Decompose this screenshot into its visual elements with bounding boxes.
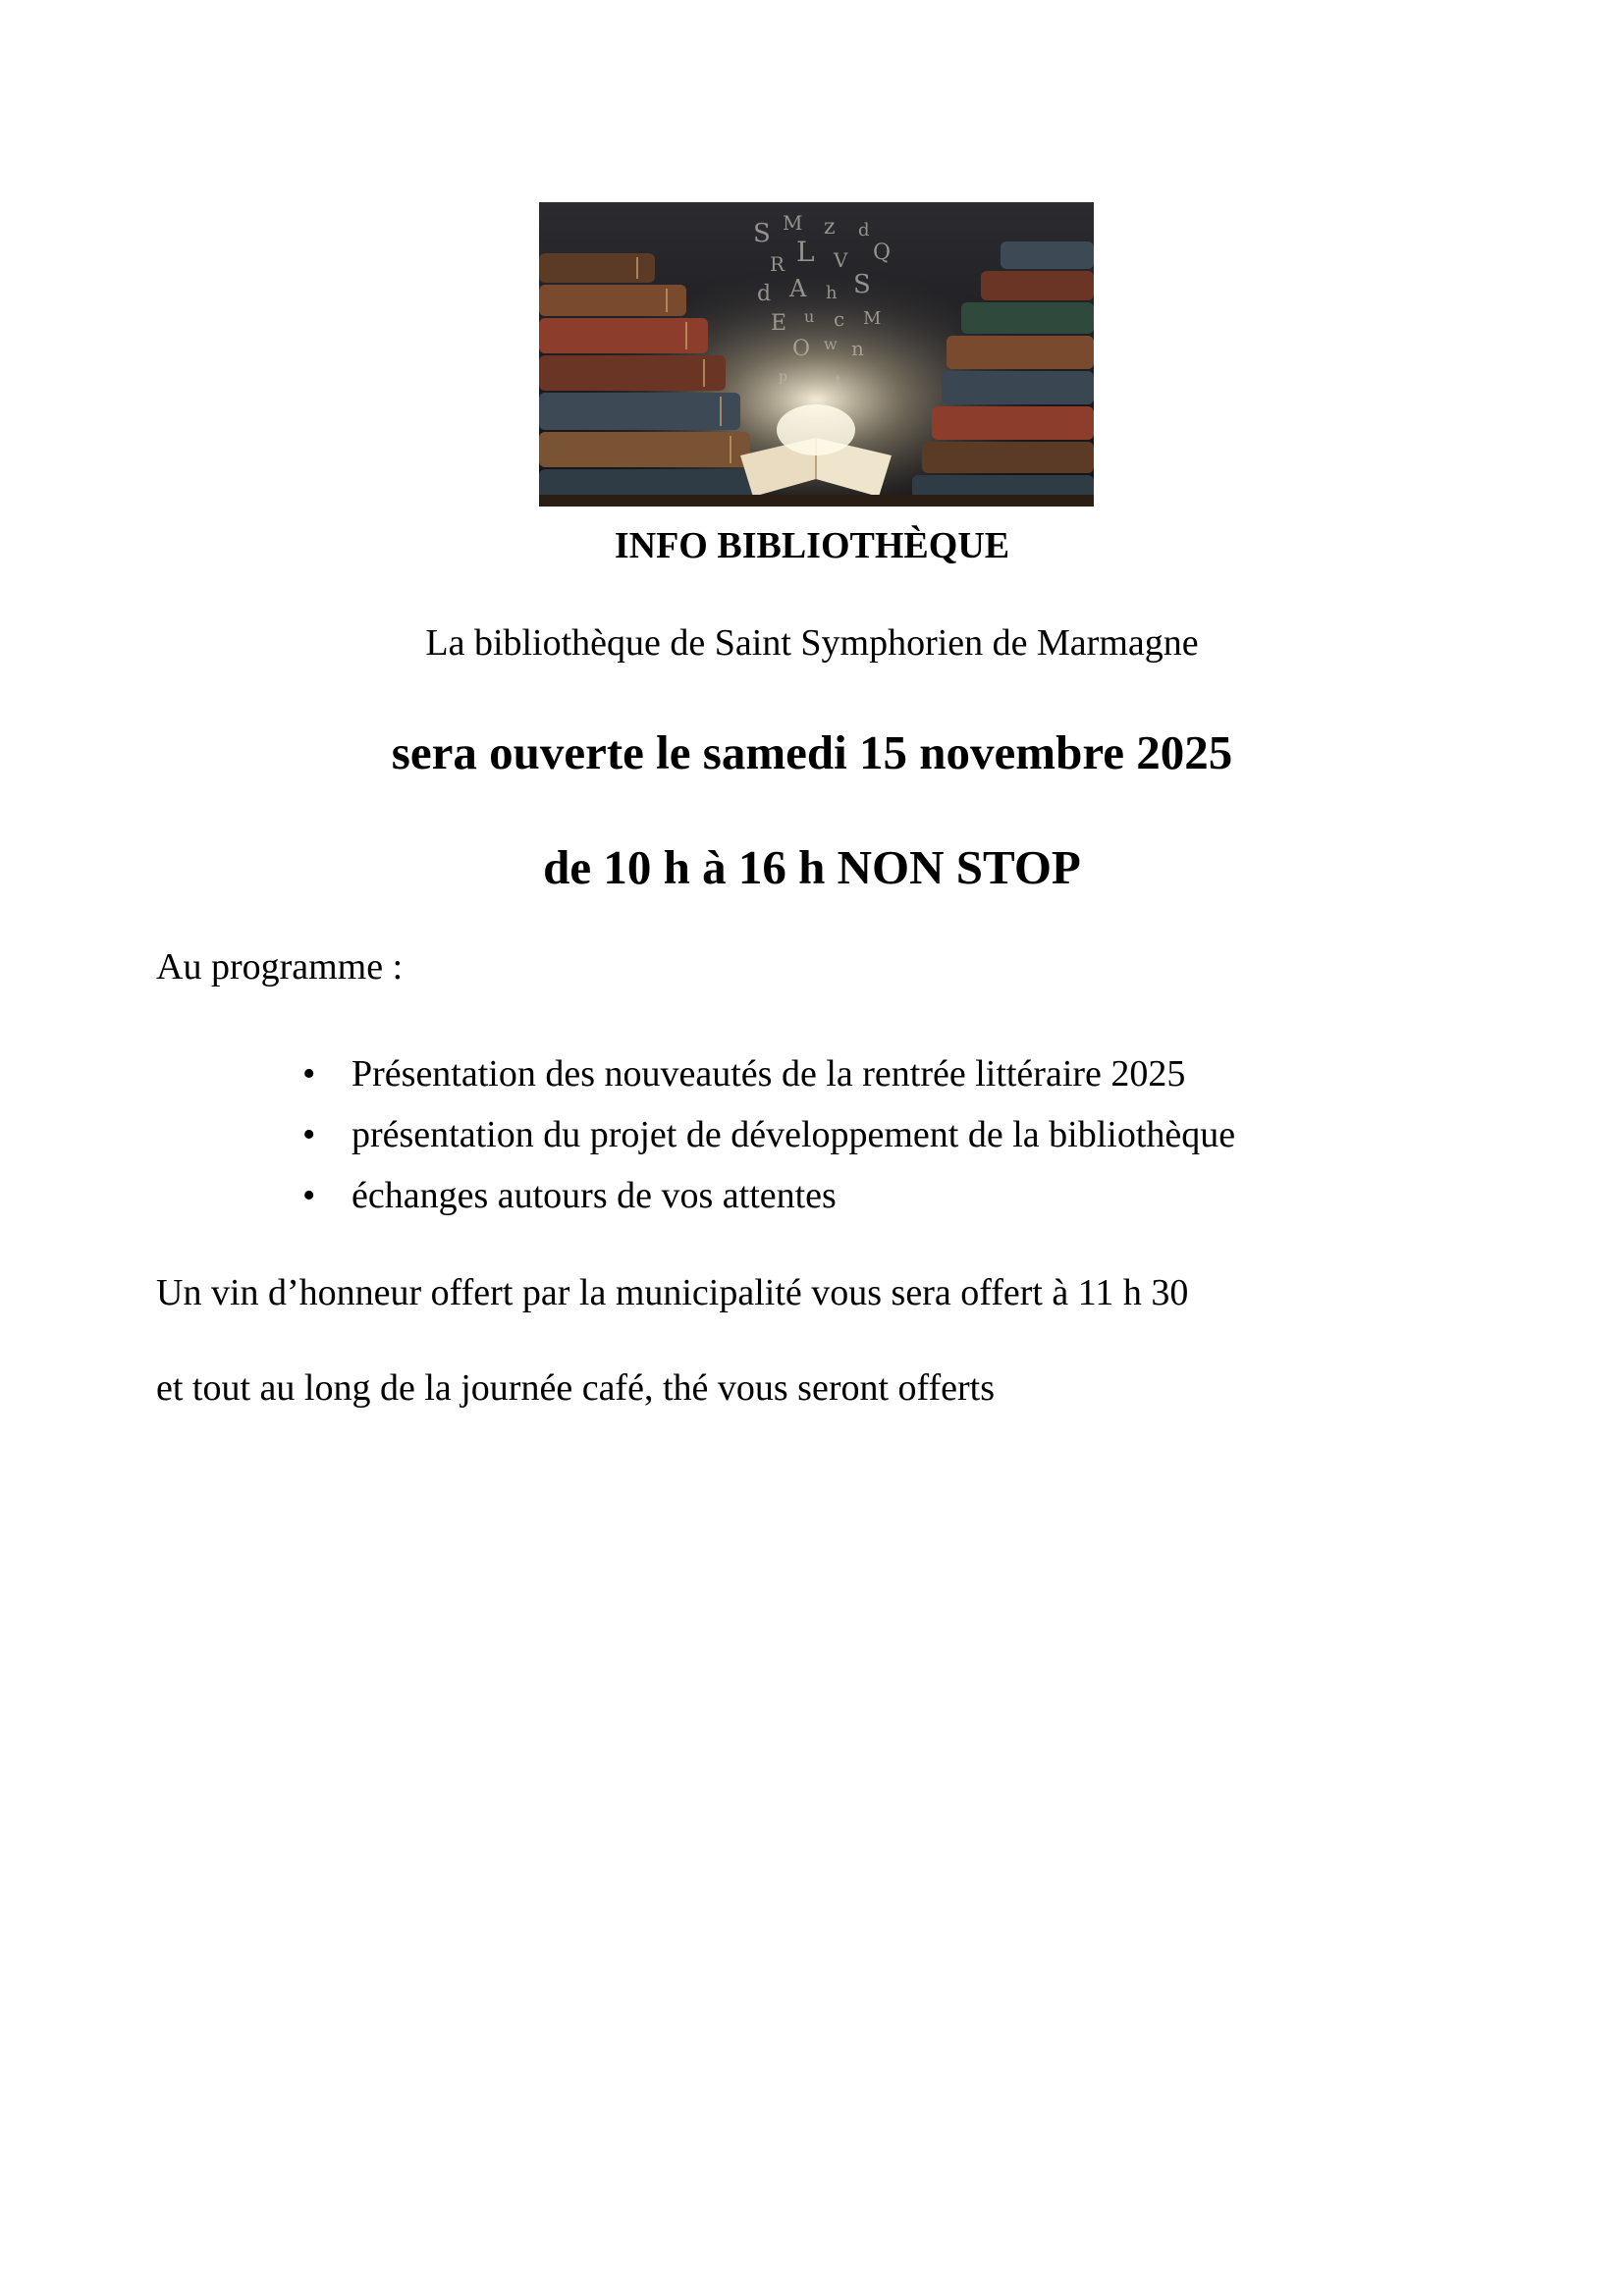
svg-text:d: d: [757, 282, 772, 306]
svg-text:z: z: [824, 215, 836, 240]
svg-text:p: p: [779, 369, 787, 385]
list-item: • présentation du projet de développement de la bibliothèque: [295, 1108, 1235, 1169]
svg-text:M: M: [863, 308, 882, 329]
refreshments-note: et tout au long de la journée café, thé vous seront offerts: [156, 1367, 996, 1409]
opening-date: sera ouverte le samedi 15 novembre 2025: [391, 725, 1233, 779]
svg-text:L: L: [796, 236, 815, 268]
svg-text:Q: Q: [873, 240, 892, 265]
list-item: • Présentation des nouveautés de la rentrée littéraire 2025: [295, 1047, 1235, 1108]
svg-text:h: h: [826, 283, 838, 303]
svg-text:E: E: [771, 311, 787, 336]
svg-text:S: S: [753, 219, 771, 248]
header-image: [539, 202, 1094, 507]
svg-text:O: O: [792, 337, 811, 361]
reception-note: Un vin d’honneur offert par la municipalité vous sera offert à 11 h 30: [156, 1272, 1189, 1313]
opening-hours: de 10 h à 16 h NON STOP: [543, 840, 1081, 894]
svg-text:c: c: [834, 307, 845, 331]
svg-text:w: w: [824, 335, 838, 353]
program-list: [295, 1047, 1235, 1230]
svg-text:t: t: [836, 373, 841, 389]
svg-text:d: d: [858, 220, 870, 240]
svg-text:S: S: [853, 270, 871, 299]
list-item: • échanges autours de vos attentes: [295, 1169, 1235, 1230]
program-intro: Au programme :: [156, 946, 404, 988]
page-title: INFO BIBLIOTHÈQUE: [614, 525, 1010, 566]
svg-text:u: u: [804, 307, 815, 326]
svg-text:M: M: [783, 211, 803, 235]
library-name: La bibliothèque de Saint Symphorien de Marmagne: [425, 622, 1199, 664]
svg-text:V: V: [834, 248, 848, 272]
svg-text:R: R: [770, 252, 785, 276]
books-illustration: [539, 202, 1094, 507]
svg-text:A: A: [789, 275, 807, 302]
svg-text:n: n: [851, 337, 864, 360]
